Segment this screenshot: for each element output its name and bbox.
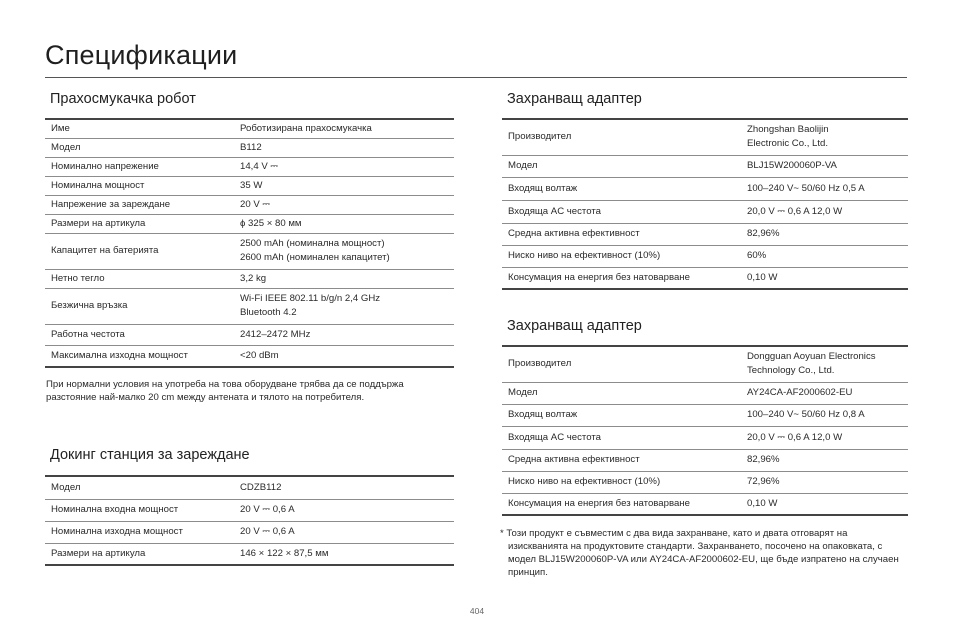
spec-row <box>502 223 908 245</box>
spec-value-line: 82,96% <box>747 228 780 239</box>
robot-section <box>45 90 454 368</box>
spec-label: Консумация на енергия без натоварване <box>508 271 690 283</box>
spec-value <box>741 382 908 404</box>
spec-value <box>234 233 454 269</box>
spec-row <box>502 471 908 493</box>
spec-label: Капацитет на батерията <box>51 245 159 256</box>
spec-value-line: 2600 mAh (номинален капацитет) <box>240 252 390 263</box>
spec-label: Напрежение за зареждане <box>51 198 171 210</box>
spec-row <box>502 346 908 382</box>
spec-row <box>45 195 454 214</box>
spec-row <box>502 155 908 177</box>
spec-value <box>741 177 908 200</box>
robot-heading: Прахосмукачка робот <box>50 91 196 107</box>
spec-value-line: Wi-Fi IEEE 802.11 b/g/n 2,4 GHz <box>240 293 381 304</box>
spec-value <box>234 195 454 214</box>
spec-value-line: Dongguan Aoyuan Electronics <box>747 351 876 363</box>
spec-value-line: 20 V ⎓ 0,6 A <box>240 504 295 515</box>
spec-value-line: Technology Co., Ltd. <box>747 365 835 377</box>
spec-value-line: Bluetooth 4.2 <box>240 307 297 318</box>
spec-value <box>234 476 454 499</box>
adapter2-section <box>502 317 908 516</box>
robot-spec-table <box>45 118 454 368</box>
spec-row <box>45 214 454 233</box>
spec-value-line: CDZB112 <box>240 481 282 493</box>
spec-value <box>234 269 454 288</box>
spec-value <box>234 288 454 324</box>
spec-value-line: 100–240 V~ 50/60 Hz 0,5 A <box>747 182 865 194</box>
spec-value-line: 35 W <box>240 179 263 191</box>
spec-value-line: <20 dBm <box>240 349 279 361</box>
spec-label: Номинална входна мощност <box>51 504 179 515</box>
spec-row <box>502 493 908 515</box>
spec-label: Ниско ниво на ефективност (10%) <box>508 476 661 487</box>
adapter2-heading: Захранващ адаптер <box>507 318 642 334</box>
spec-row <box>502 119 908 155</box>
spec-value <box>234 119 454 138</box>
dock-spec-table <box>45 475 454 566</box>
spec-row <box>502 177 908 200</box>
spec-row <box>45 119 454 138</box>
spec-row <box>45 288 454 324</box>
spec-value <box>234 521 454 543</box>
spec-label: Ниско ниво на ефективност (10%) <box>508 250 661 261</box>
spec-row <box>502 200 908 223</box>
spec-value <box>741 155 908 177</box>
spec-value-line: 60% <box>747 250 767 261</box>
spec-value <box>234 324 454 345</box>
spec-value <box>741 267 908 289</box>
dock-heading: Докинг станция за зареждане <box>50 447 250 463</box>
spec-value-line: BLJ15W200060P-VA <box>747 160 837 171</box>
spec-label: Номинална мощност <box>51 179 145 191</box>
spec-value-line: 3,2 kg <box>240 272 267 284</box>
spec-row <box>502 449 908 471</box>
spec-value <box>741 223 908 245</box>
spec-label: Размери на артикула <box>51 547 146 559</box>
title-divider <box>45 77 907 78</box>
spec-label: Средна активна ефективност <box>508 228 640 239</box>
adapter2-note: * Този продукт е съвместим с два вида захранване, като и двата отговарят на изискванията на продуктовите стандарти. Захранването, посочено на опаковката, с модел BLJ15W200060P-VA или AY24CA-AF2000602-EU, ще бъде изпратено на случаен принцип. <box>500 528 899 578</box>
spec-value-line: 20,0 V ⎓ 0,6 A 12,0 W <box>747 431 843 443</box>
spec-value-line: Electronic Co., Ltd. <box>747 138 829 150</box>
spec-value-line: 82,96% <box>747 454 780 465</box>
spec-label: Входяща AC честота <box>508 205 601 217</box>
spec-row <box>45 233 454 269</box>
spec-label: Производител <box>508 358 572 370</box>
page-number: 404 <box>469 606 485 616</box>
spec-label: Средна активна ефективност <box>508 454 640 465</box>
spec-value <box>234 138 454 157</box>
spec-label: Максимална изходна мощност <box>51 349 188 361</box>
spec-value-line: ϕ 325 × 80 мм <box>240 217 302 229</box>
adapter1-section <box>502 90 908 290</box>
spec-row <box>502 426 908 449</box>
spec-row <box>45 157 454 176</box>
spec-value <box>234 543 454 565</box>
spec-row <box>45 521 454 543</box>
spec-label: Модел <box>51 481 81 493</box>
spec-value <box>741 449 908 471</box>
spec-label: Входяща AC честота <box>508 431 601 443</box>
spec-label: Номинално напрежение <box>51 160 159 172</box>
spec-label: Производител <box>508 131 572 143</box>
spec-row <box>45 269 454 288</box>
spec-value <box>741 245 908 267</box>
spec-label: Входящ волтаж <box>508 182 578 194</box>
spec-value-line: 20 V ⎓ <box>240 198 271 210</box>
spec-row <box>45 324 454 345</box>
spec-value <box>234 214 454 233</box>
spec-label: Консумация на енергия без натоварване <box>508 497 690 509</box>
spec-value-line: 100–240 V~ 50/60 Hz 0,8 A <box>747 409 865 420</box>
spec-value-line: 20,0 V ⎓ 0,6 A 12,0 W <box>747 205 843 217</box>
spec-row <box>45 345 454 367</box>
spec-value-line: Роботизирана прахосмукачка <box>240 122 372 134</box>
spec-label: Модел <box>51 141 81 153</box>
spec-label: Безжична връзка <box>51 300 128 311</box>
spec-value-line: B112 <box>240 141 262 153</box>
adapter1-heading: Захранващ адаптер <box>507 91 642 107</box>
spec-value-line: AY24CA-AF2000602-EU <box>747 387 853 398</box>
spec-row <box>502 404 908 426</box>
spec-row <box>502 382 908 404</box>
spec-value-line: 2412–2472 MHz <box>240 328 311 340</box>
dock-section <box>45 446 454 566</box>
spec-label: Работна честота <box>51 328 125 340</box>
spec-label: Размери на артикула <box>51 217 146 229</box>
spec-row <box>45 543 454 565</box>
spec-label: Модел <box>508 160 538 171</box>
spec-value <box>741 119 908 155</box>
spec-value <box>741 493 908 515</box>
spec-label: Модел <box>508 387 538 398</box>
spec-row <box>45 476 454 499</box>
spec-row <box>45 499 454 521</box>
spec-value-line: 72,96% <box>747 476 780 487</box>
spec-value <box>741 404 908 426</box>
spec-value <box>234 345 454 367</box>
robot-note: При нормални условия на употреба на това оборудване трябва да се поддържа разстояние най-малко 20 cm между антената и тялото на потребителя. <box>46 379 404 403</box>
spec-label: Входящ волтаж <box>508 409 578 420</box>
page-title: Спецификации <box>45 40 238 70</box>
spec-row <box>45 138 454 157</box>
spec-row <box>45 176 454 195</box>
spec-value <box>741 346 908 382</box>
spec-value-line: 20 V ⎓ 0,6 A <box>240 526 295 537</box>
adapter2-spec-table <box>502 345 908 516</box>
spec-value-line: 146 × 122 × 87,5 мм <box>240 547 329 559</box>
spec-value-line: 2500 mAh (номинална мощност) <box>240 238 385 249</box>
spec-value-line: 0,10 W <box>747 497 778 509</box>
spec-value <box>234 157 454 176</box>
spec-value <box>234 176 454 195</box>
spec-row <box>502 267 908 289</box>
spec-value <box>741 471 908 493</box>
spec-label: Нетно тегло <box>51 272 105 284</box>
spec-value <box>234 499 454 521</box>
spec-row <box>502 245 908 267</box>
spec-value-line: 0,10 W <box>747 271 778 283</box>
spec-value <box>741 200 908 223</box>
spec-value <box>741 426 908 449</box>
spec-label: Име <box>51 122 70 134</box>
spec-value-line: 14,4 V ⎓ <box>240 160 279 172</box>
spec-label: Номинална изходна мощност <box>51 526 183 537</box>
adapter1-spec-table <box>502 118 908 290</box>
spec-value-line: Zhongshan Baolijin <box>747 124 829 136</box>
